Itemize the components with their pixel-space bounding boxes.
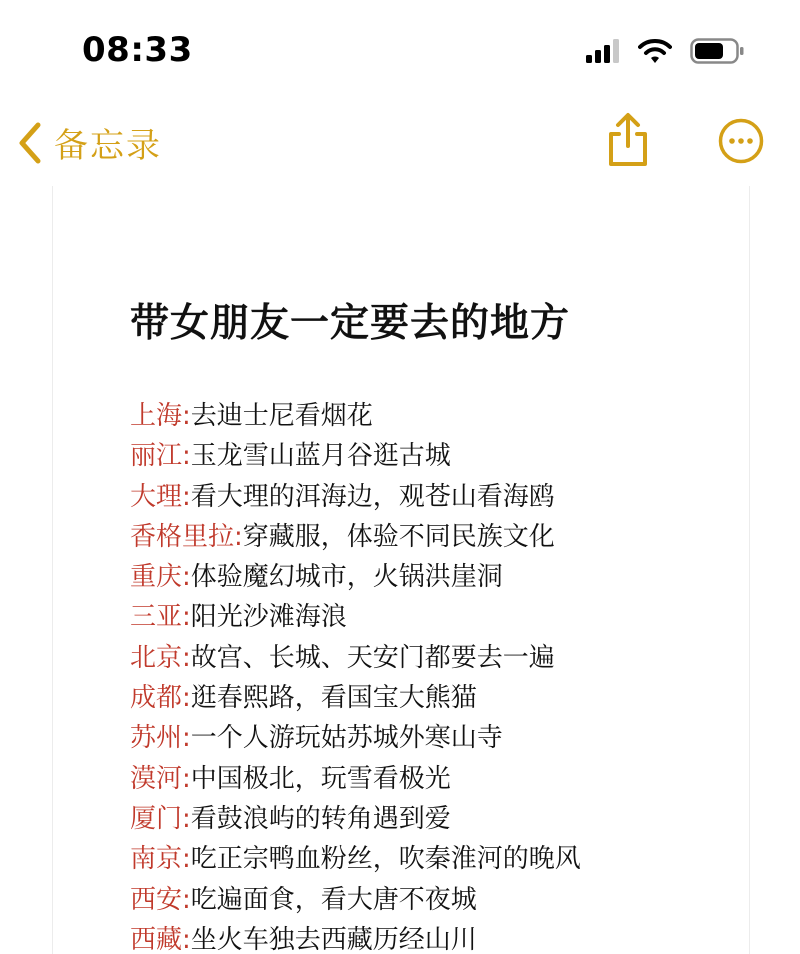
place-description: 中国极北，玩雪看极光	[190, 763, 451, 794]
back-label: 备忘录	[54, 126, 162, 166]
cellular-signal-icon	[586, 39, 620, 63]
place-description: 去迪士尼看烟花	[190, 401, 373, 431]
place-description: 吃正宗鸭血粉丝，吹秦淮河的晚风	[190, 844, 581, 875]
place-name: 重庆	[130, 562, 183, 593]
list-item: 丽江:玉龙雪山蓝月谷逛古城	[130, 441, 451, 472]
note-title: 带女朋友一定要去的地方	[130, 301, 571, 346]
place-name: 漠河	[130, 763, 183, 794]
place-description: 吃遍面食，看大唐不夜城	[190, 884, 477, 915]
place-description: 阳光沙滩海浪	[190, 602, 347, 633]
list-item: 北京:故宫、长城、天安门都要去一遍	[130, 642, 555, 673]
place-description: 玉龙雪山蓝月谷逛古城	[190, 441, 451, 472]
place-name: 丽江	[130, 441, 183, 472]
place-description: 看鼓浪屿的转角遇到爱	[190, 803, 451, 834]
list-item: 漠河:中国极北，玩雪看极光	[130, 763, 451, 794]
list-item: 西安:吃遍面食，看大唐不夜城	[130, 884, 477, 915]
wifi-icon	[638, 38, 672, 64]
place-description: 故宫、长城、天安门都要去一遍	[190, 642, 555, 673]
place-name: 厦门	[130, 803, 183, 834]
place-name: 大理	[130, 481, 183, 512]
place-name: 苏州	[130, 723, 183, 754]
place-description: 体验魔幻城市，火锅洪崖洞	[190, 562, 503, 593]
place-name: 北京	[130, 642, 183, 673]
list-item: 成都:逛春熙路，看国宝大熊猫	[130, 683, 477, 714]
note-list	[130, 396, 581, 954]
more-ellipsis-icon	[718, 118, 764, 164]
place-description: 一个人游玩姑苏城外寒山寺	[190, 723, 503, 754]
list-item: 香格里拉:穿藏服，体验不同民族文化	[130, 521, 555, 552]
nav-bar	[0, 100, 800, 180]
place-description: 看大理的洱海边，观苍山看海鸥	[190, 481, 555, 512]
list-item: 大理:看大理的洱海边，观苍山看海鸥	[130, 481, 555, 512]
list-item: 上海:去迪士尼看烟花	[130, 401, 373, 431]
place-name: 成都	[130, 683, 183, 714]
place-name: 西安	[130, 884, 183, 915]
list-item: 苏州:一个人游玩姑苏城外寒山寺	[130, 723, 503, 754]
back-button[interactable]	[16, 118, 162, 167]
place-name: 上海	[130, 401, 183, 431]
share-icon	[604, 112, 652, 168]
place-name: 南京	[130, 844, 183, 875]
share-button[interactable]	[604, 112, 652, 168]
list-item: 重庆:体验魔幻城市，火锅洪崖洞	[130, 562, 503, 593]
place-description: 穿藏服，体验不同民族文化	[242, 521, 555, 552]
place-name: 香格里拉	[130, 521, 235, 552]
status-bar	[0, 0, 800, 100]
chevron-left-icon	[16, 121, 44, 165]
place-name: 三亚	[130, 602, 183, 633]
place-description: 逛春熙路，看国宝大熊猫	[190, 683, 477, 714]
list-item: 南京:吃正宗鸭血粉丝，吹秦淮河的晚风	[130, 844, 581, 875]
more-button[interactable]	[718, 118, 764, 164]
battery-icon	[690, 38, 744, 64]
list-item: 厦门:看鼓浪屿的转角遇到爱	[130, 803, 451, 834]
list-item: 三亚:阳光沙滩海浪	[130, 602, 347, 633]
place-name: 西藏	[130, 924, 183, 954]
place-description: 坐火车独去西藏历经山川	[190, 924, 477, 954]
status-icons	[586, 38, 744, 64]
list-item: 西藏:坐火车独去西藏历经山川	[130, 924, 477, 954]
status-time: 08:33	[82, 30, 193, 70]
